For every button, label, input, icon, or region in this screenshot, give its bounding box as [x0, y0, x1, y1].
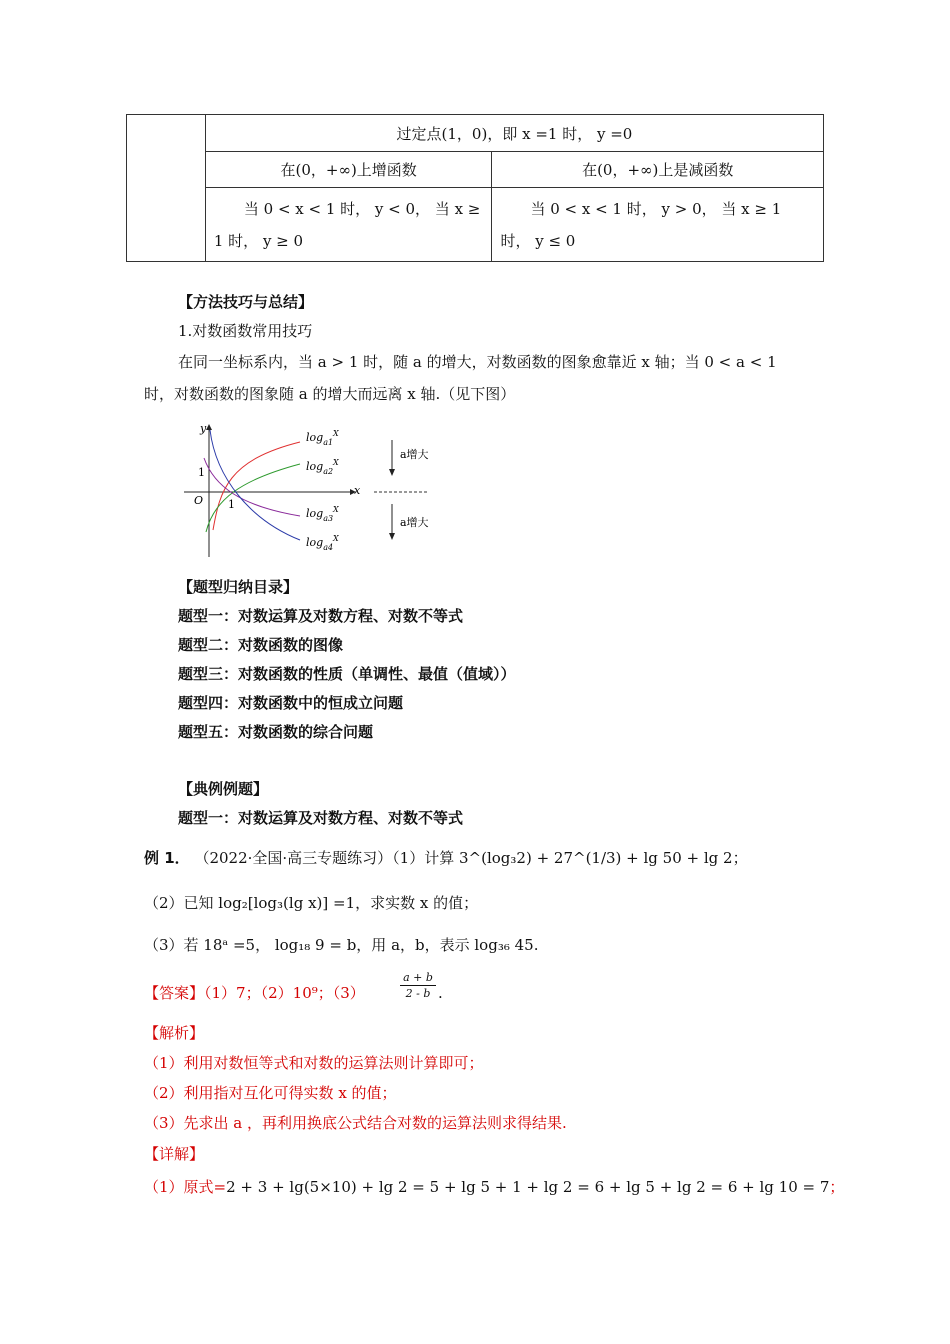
y-axis-label: y — [200, 422, 207, 435]
log-properties-table — [126, 114, 824, 262]
origin-label: O — [194, 494, 204, 507]
catalog-item: 题型二：对数函数的图像 — [178, 636, 344, 654]
fraction-denominator: 2 - b — [400, 985, 436, 1001]
catalog-item: 题型五：对数函数的综合问题 — [178, 723, 374, 741]
decreasing-cell: 在(0，+∞)上是减函数 — [492, 152, 824, 188]
arrow-down-head — [389, 533, 395, 540]
example-label: 例 1． — [144, 849, 190, 867]
example-expr-1: 3^(log₃2) + 27^(1/3) + lg 50 + lg 2； — [459, 849, 748, 867]
curve-log-a1 — [213, 442, 300, 530]
sign-right-cell: 当 0 < x < 1 时， y > 0， 当 x ≥ 1 时， y ≤ 0 — [492, 188, 824, 262]
analysis-line: （1）利用对数恒等式和对数的运算法则计算即可； — [144, 1054, 484, 1072]
x-axis-label: x — [354, 484, 361, 497]
increase-label-bottom: a增大 — [400, 516, 429, 529]
analysis-label: 【解析】 — [144, 1024, 205, 1042]
example-1-part-2: （2）已知 log₂[log₃(lg x)] =1，求实数 x 的值； — [144, 894, 479, 912]
increasing-cell: 在(0，+∞)上增函数 — [205, 152, 492, 188]
y-tick-one: 1 — [198, 466, 205, 479]
curve-label-4: $\log_{a4}^X$ — [306, 534, 339, 552]
curve-log-a2 — [206, 464, 300, 532]
tips-item-1: 1.对数函数常用技巧 — [178, 322, 313, 340]
answer-text: （1）7；（2）10⁹；（3） — [204, 984, 365, 1002]
table-left-blank-cell — [127, 115, 206, 262]
tips-paragraph-line-2: 时，对数函数的图象随 a 的增大而远离 x 轴.（见下图） — [144, 385, 516, 403]
catalog-item: 题型一：对数运算及对数方程、对数不等式 — [178, 607, 464, 625]
detail-prefix: （1）原式= — [144, 1178, 227, 1196]
example-source: （2022·全国·高三专题练习）（1）计算 — [194, 849, 455, 867]
fixed-point-row: 过定点(1，0)，即 x =1 时， y =0 — [205, 115, 823, 152]
curve-label-1: $\log_{a1}^X$ — [306, 429, 339, 447]
answer-line — [144, 982, 365, 1004]
catalog-item: 题型四：对数函数中的恒成立问题 — [178, 694, 404, 712]
fraction-numerator: a + b — [403, 971, 433, 984]
curve-label-3: $\log_{a3}^X$ — [306, 505, 339, 523]
detail-label: 【详解】 — [144, 1145, 205, 1163]
arrow-up-head — [389, 469, 395, 476]
detail-line-1 — [144, 1176, 844, 1198]
answer-tail: . — [438, 984, 443, 1002]
tips-paragraph-line-1: 在同一坐标系内，当 a > 1 时，随 a 的增大，对数函数的图象愈靠近 x 轴；当 0 < a < 1 — [178, 353, 777, 371]
curve-label-2: $\log_{a2}^X$ — [306, 458, 339, 476]
sign-left-cell: 当 0 < x < 1 时， y < 0， 当 x ≥ 1 时， y ≥ 0 — [205, 188, 492, 262]
type1-heading: 题型一：对数运算及对数方程、对数不等式 — [178, 809, 464, 827]
detail-end: ； — [829, 1178, 845, 1196]
catalog-heading: 【题型归纳目录】 — [178, 578, 299, 596]
answer-fraction — [400, 970, 436, 1001]
tips-heading: 【方法技巧与总结】 — [178, 293, 314, 311]
increase-label-top: a增大 — [400, 448, 429, 461]
y-axis-arrow — [206, 424, 212, 430]
example-1-line-1 — [144, 847, 748, 869]
curve-log-a4 — [210, 430, 300, 540]
log-curves-figure — [180, 420, 450, 565]
curve-log-a3 — [204, 458, 300, 516]
catalog-item: 题型三：对数函数的性质（单调性、最值（值域）） — [178, 665, 516, 683]
examples-heading: 【典例例题】 — [178, 780, 269, 798]
detail-expression: 2 + 3 + lg(5×10) + lg 2 = 5 + lg 5 + 1 + lg 2 = 6 + lg 5 + lg 2 = 6 + lg 10 = 7 — [226, 1178, 830, 1196]
answer-label: 【答案】 — [144, 984, 205, 1002]
x-tick-one: 1 — [228, 498, 235, 511]
example-1-part-3: （3）若 18ᵃ =5， log₁₈ 9 = b，用 a，b，表示 log₃₆ 45. — [144, 936, 539, 954]
analysis-line: （3）先求出 a ，再利用换底公式结合对数的运算法则求得结果. — [144, 1114, 567, 1132]
analysis-line: （2）利用指对互化可得实数 x 的值； — [144, 1084, 397, 1102]
